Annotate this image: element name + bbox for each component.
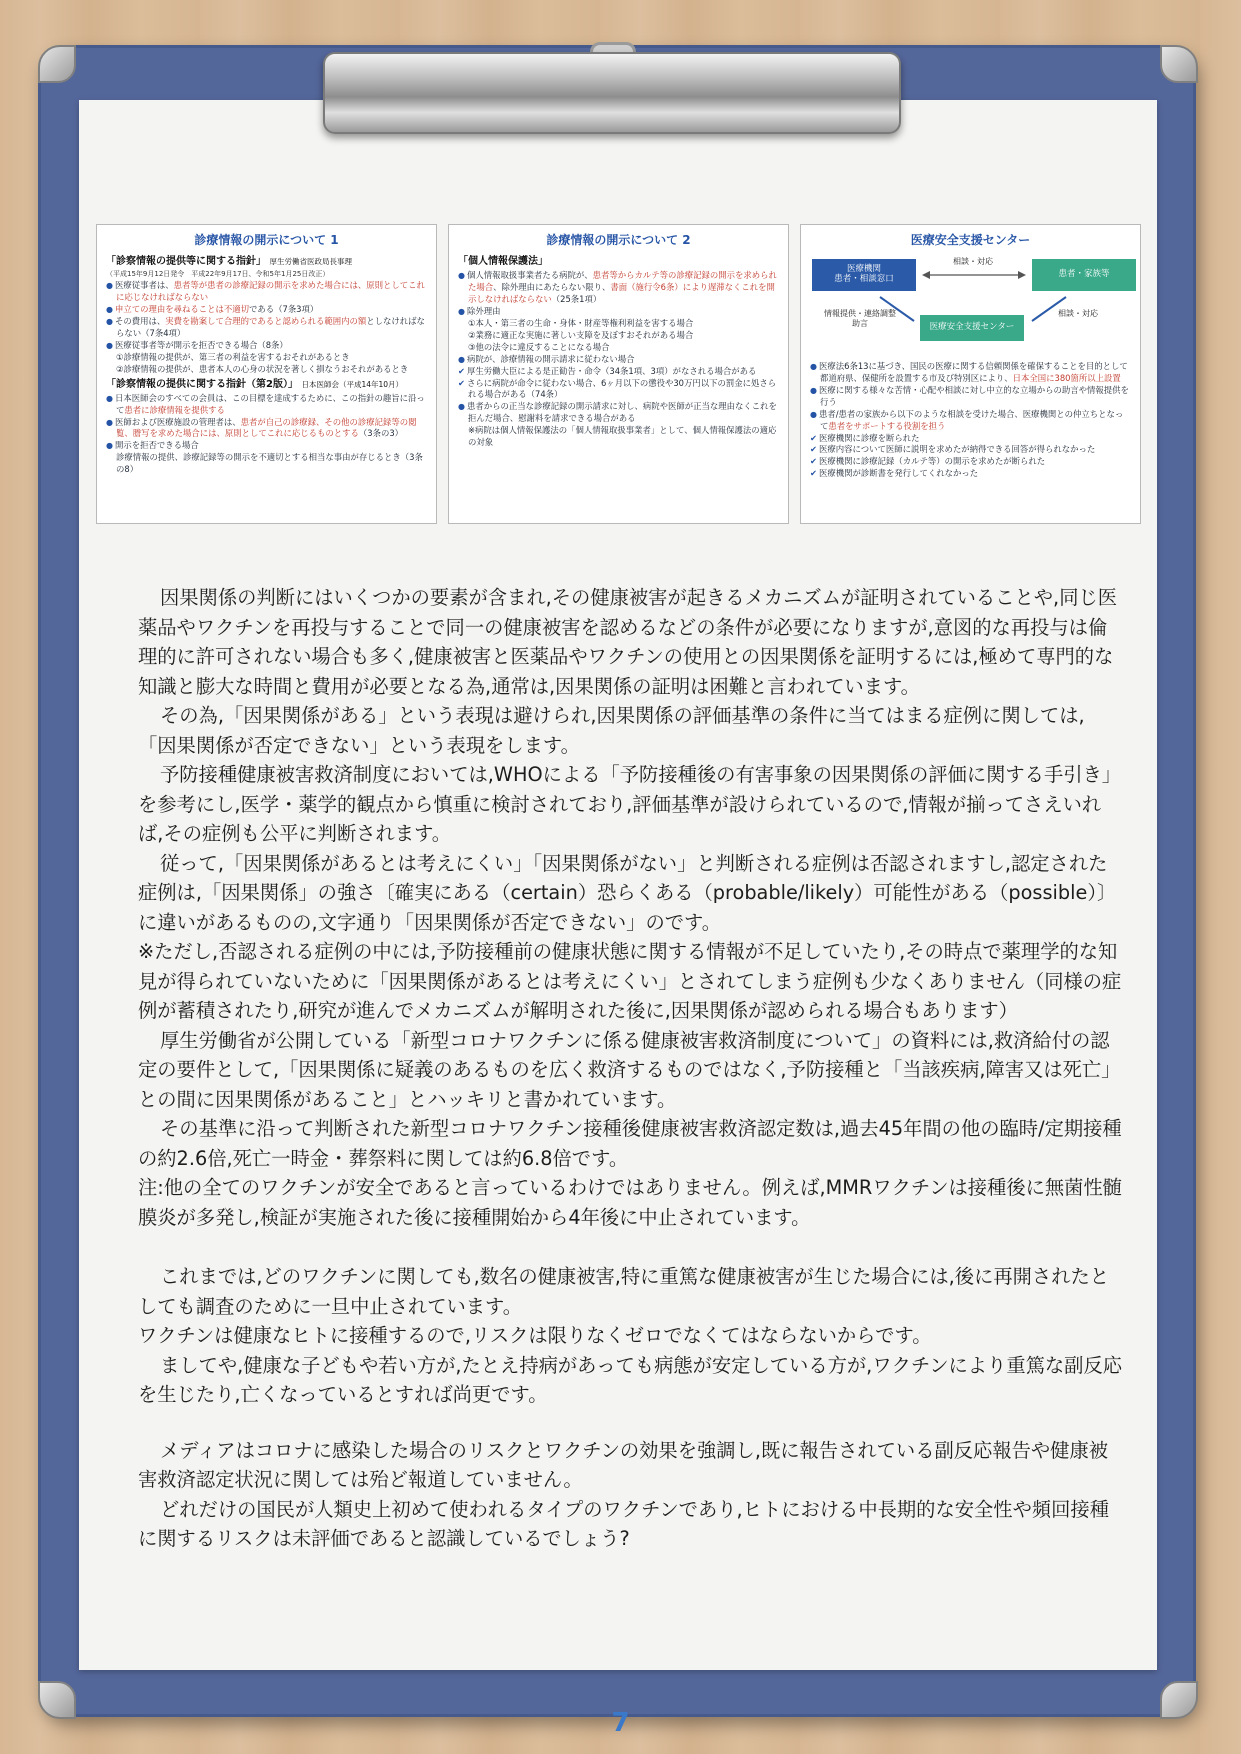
slide-subheading: 「診察情報の提供に関する指針（第2版）」 日本医師会（平成14年10月） (106, 378, 404, 390)
medical-institution-box: 医療機関 患者・相談窓口 (812, 259, 916, 291)
paragraph: その基準に沿って判断された新型コロナワクチン接種後健康被害救済認定数は,過去45年間の他の臨時/定期接種の約2.6倍,死亡一時金・葬祭料に関しては約6.8倍です。 (138, 1117, 1122, 1170)
safety-center-box: 医療安全支援センター (920, 315, 1024, 341)
slide-bullet: ● 医師および医療施設の管理者は、患者が自己の診療録、その他の診療記録等の閲覧、謄写を求めた場合には、原則としてこれに応じるものとする（3条の3） (106, 417, 427, 441)
slide-bullet: ● 医療従事者は、患者等が患者の診療記録の開示を求めた場合には、原則としてこれに応じなければならない (106, 280, 427, 304)
slide-bullet: ● 医療法6条13に基づき、国民の医療に関する信頼関係を確保することを目的として都道府県、保健所を設置する市及び特別区により、日本全国に380箇所以上設置 (810, 361, 1131, 385)
slide-subheading: 「診察情報の提供等に関する指針」 厚生労働省医政局長事理 (106, 256, 352, 268)
corner-clip (1160, 45, 1198, 83)
relationship-diagram (810, 255, 1131, 357)
slide-disclosure-2 (448, 224, 789, 524)
diagram-label: 相談・対応 (1058, 309, 1098, 319)
slide-disclosure-1 (96, 224, 437, 524)
paragraph: 因果関係の判断にはいくつかの要素が含まれ,その健康被害が起きるメカニズムが証明されていることや,同じ医薬品やワクチンを再投与することで同一の健康被害を認めるなどの条件が必要になりますが,意図的な再投与は倫理的に許可されない場合も多く,健康被害と医薬品やワクチンの使用との因果関係を証明するには,極めて専門的な知識と膨大な時間と費用が必要となる為,通常は,因果関係の証明は困難と言われています。 (138, 586, 1118, 698)
article-body (138, 583, 1123, 1554)
slide-check-item: ✔ さらに病院が命令に従わない場合、6ヶ月以下の懲役や30万円以下の罰金に処さられる場合がある（74条） (458, 378, 779, 402)
paragraph: 予防接種健康被害救済制度においては,WHOによる「予防接種後の有害事象の因果関係の評価に関する手引き」を参考にし,医学・薬学的観点から慎重に検討されており,評価基準が設けられているので,情報が揃ってさえいれば,その症例も公平に判断されます。 (138, 763, 1122, 845)
slide-subitem: ②業務に適正な実施に著しい支障を及ぼすおそれがある場合 (468, 329, 694, 340)
slide-bullet: ● 病院が、診療情報の開示請求に従わない場合 (458, 354, 779, 366)
diagram-arrows (810, 255, 1140, 355)
slide-title: 診療情報の開示について 2 (546, 233, 691, 247)
paragraph: どれだけの国民が人類史上初めて使われるタイプのワクチンであり,ヒトにおける中長期的な安全性や頻回接種に関するリスクは未評価であると認識しているでしょう? (138, 1497, 1109, 1550)
paragraph: 厚生労働省が公開している「新型コロナワクチンに係る健康被害救済制度について」の資料には,救済給付の認定の要件として,「因果関係に疑義のあるものを広く救済するものではなく,予防接種と「当該疾病,障害又は死亡」との間に因果関係があること」とハッキリと書かれています。 (138, 1028, 1121, 1111)
slide-bullet: ● 日本医師会のすべての会員は、この目標を達成するために、この指針の趣旨に沿って患者に診療情報を提供する (106, 393, 427, 417)
paragraph: ※ただし,否認される症例の中には,予防接種前の健康状態に関する情報が不足していたり,その時点で薬理学的な知見が得られていないために「因果関係があるとは考えにくい」とされてしまう症例も少なくありません（同様の症例が蓄積されたり,研究が進んでメカニズムが解明された後に,因果関係が認められる場合もあります） (138, 940, 1122, 1022)
paragraph: これまでは,どのワクチンに関しても,数名の健康被害,特に重篤な健康被害が生じた場合には,後に再開されたとしても調査のために一旦中止されています。 (138, 1265, 1110, 1318)
paragraph: 従って,「因果関係があるとは考えにくい」「因果関係がない」と判断される症例は否認されますし,認定された症例は,「因果関係」の強さ〔確実にある（certain）恐らくある（probable/likely）可能性がある（possible）〕に違いがあるものの,文字通り「因果関係が否定できない」のです。 (138, 851, 1117, 934)
slide-bullet: ● その費用は、実費を勘案して合理的であると認められる範囲内の額としなければならない（7条4項） (106, 316, 427, 340)
slide-bullet: ● 患者からの正当な診療記録の開示請求に対し、病院や医師が正当な理由なくこれを拒んだ場合、慰謝料を請求できる場合がある (458, 401, 779, 425)
page-number: 7 (611, 1708, 630, 1738)
slide-safety-center (800, 224, 1141, 524)
paragraph: 注:他の全てのワクチンが安全であると言っているわけではありません。例えば,MMRワクチンは接種後に無菌性髄膜炎が多発し,検証が実施された後に接種開始から4年後に中止されています。 (138, 1176, 1123, 1229)
slide-bullet: ● 開示を拒否できる場合 (106, 440, 427, 452)
slide-subitem: ③他の法令に違反することになる場合 (468, 341, 610, 352)
slide-subitem: ②診療情報の提供が、患者本人の心身の状況を著しく損なうおそれがあるとき (116, 363, 409, 374)
slide-subheading: 「個人情報保護法」 (458, 256, 548, 268)
corner-clip (38, 45, 76, 83)
clipboard-clip (323, 52, 901, 134)
slide-bullet: ● 個人情報取扱事業者たる病院が、患者等からカルテ等の診療記録の開示を求められた場合、除外理由にあたらない限り、書面（施行令6条）により遅滞なくこれを開示しなければならない（25条1項） (458, 270, 779, 306)
slide-bullet: ● 医療従事者等が開示を拒否できる場合（8条） (106, 340, 427, 352)
diagram-label: 情報提供・連絡調整 助言 (824, 309, 896, 328)
slide-subitem: ①本人・第三者の生命・身体・財産等権利利益を害する場合 (468, 317, 694, 328)
slide-note: （平成15年9月12日発令 平成22年9月17日、令和5年1月25日改正） (106, 270, 330, 279)
paragraph: ましてや,健康な子どもや若い方が,たとえ持病があっても病態が安定している方が,ワクチンにより重篤な副反応を生じたり,亡くなっているとすれば尚更です。 (138, 1353, 1123, 1406)
diagram-label: 相談・対応 (953, 257, 993, 267)
spacer (138, 1410, 1123, 1436)
slide-title: 診療情報の開示について 1 (194, 233, 339, 247)
paragraph: メディアはコロナに感染した場合のリスクとワクチンの効果を強調し,既に報告されている副反応報告や健康被害救済認定状況に関しては殆ど報道していません。 (138, 1438, 1109, 1491)
slide-bullet: ● 申立ての理由を尋ねることは不適切である（7条3項） (106, 304, 427, 316)
slide-check-item: ✔ 医療機関に診療記録（カルテ等）の開示を求めたが断られた (810, 456, 1131, 468)
slide-bullet: ● 医療に関する様々な苦情・心配や相談に対し中立的な立場からの助言や情報提供を行う (810, 385, 1131, 409)
slide-title: 医療安全支援センター (910, 233, 1031, 247)
slide-bullet: ● 除外理由 (458, 306, 779, 318)
spacer (138, 1232, 1123, 1262)
slide-note: ※病院は個人情報保護法の「個人情報取扱事業者」として、個人情報保護法の適応の対象 (468, 425, 777, 448)
slide-subitem: 診療情報の提供、診療記録等の開示を不適切とする相当な事由が存じるとき（3条の8） (116, 452, 423, 475)
slide-thumbnails (96, 224, 1142, 526)
patient-family-box: 患者・家族等 (1032, 259, 1136, 291)
slide-bullet: ● 患者/患者の家族から以下のような相談を受けた場合、医療機関との仲立ちとなって患者をサポートする役割を担う (810, 409, 1131, 433)
slide-subitem: ①診療情報の提供が、第三者の利益を害するおそれがあるとき (116, 351, 350, 362)
paragraph: その為,「因果関係がある」という表現は避けられ,因果関係の評価基準の条件に当てはまる症例に関しては,「因果関係が否定できない」という表現をします。 (138, 704, 1085, 757)
slide-check-item: ✔ 医療機関が診断書を発行してくれなかった (810, 468, 1131, 480)
paragraph: ワクチンは健康なヒトに接種するので,リスクは限りなくゼロでなくてはならないからです。 (138, 1324, 932, 1347)
slide-check-item: ✔ 医療機関に診療を断られた (810, 433, 1131, 445)
slide-check-item: ✔ 厚生労働大臣による是正勧告・命令（34条1項、3項）がなされる場合がある (458, 366, 779, 378)
slide-check-item: ✔ 医療内容について医師に説明を求めたが納得できる回答が得られなかった (810, 444, 1131, 456)
